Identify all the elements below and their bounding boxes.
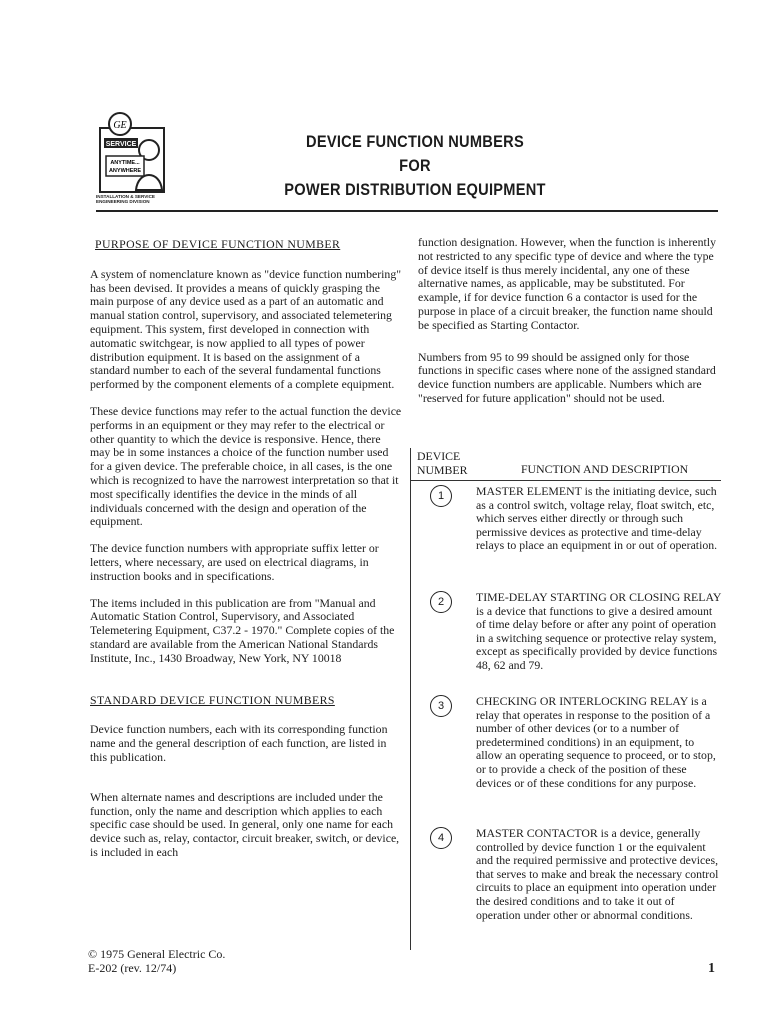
footer — [88, 947, 225, 975]
device-description: TIME-DELAY STARTING OR CLOSING RELAY is a device that functions to give a desired amount of time delay before or after any point of operation in a switching sequence or protective relay system, except as specifically provided by device functions 48, 62 and 79. — [476, 590, 721, 672]
paragraph: When alternate names and descriptions are included under the function, only the name and description which applies to each specific case should be used. In general, only one name for each device such as, relay, contactor, circuit breaker, switch, or device, is included in each — [90, 789, 400, 859]
left-column — [90, 238, 402, 873]
paragraph: A system of nomenclature known as "device function numbering" has been devised. It provides a means of quickly grasping the main purpose of any device used as a part of an automatic and manual station control, supervisory, and associated telemetering equipment. This system, first developed in connection with automatic switchgear, is now applied to all types of power distribution equipment. It is based on the assignment of a standard number to each of the several fundamental functions performed by the component elements of a complete equipment. — [90, 266, 402, 392]
device-number-circle: 4 — [430, 827, 452, 849]
table-divider — [410, 480, 411, 950]
right-column — [418, 236, 718, 419]
copyright-notice: © 1975 General Electric Co. — [88, 947, 226, 961]
device-description: MASTER ELEMENT is the initiating device, such as a control switch, voltage relay, float switch, etc, which serves either directly or through such permissive devices as protective and time-delay relays to place an equipment in or out of operation. — [476, 484, 718, 553]
paragraph: The device function numbers with appropriate suffix letter or letters, where necessary, are used on electrical diagrams, in instruction books and in specifications. — [90, 541, 379, 583]
svg-text:GE: GE — [113, 120, 127, 131]
section-heading-standard: STANDARD DEVICE FUNCTION NUMBERS — [90, 692, 335, 707]
paragraph: These device functions may refer to the actual function the device performs in an equipment or they may refer to the electrical or other quantity to which the device is responsive. Hence, there may be in some instances a choice of the function number used for a given device. The preferable choice, in all cases, is the one which is recognized to have the narrowest interpretation so that it most specifically identifies the device in the minds of all individuals concerned with the design and operation of the equipment. — [90, 403, 402, 529]
paragraph: function designation. However, when the function is inherently not restricted to any specific type of device and where the type of device itself is thus merely incidental, any one of these alternative names, as applicable, may be substituted. For example, if for device function 6 a contactor is used for the purpose in place of a circuit breaker, the function name should be specified as Starting Contactor. — [418, 235, 716, 332]
device-number-circle: 1 — [430, 485, 452, 507]
document-title — [256, 130, 574, 202]
ge-service-logo — [96, 110, 176, 210]
paragraph: Numbers from 95 to 99 should be assigned only for those functions in specific cases where none of the assigned standard device function numbers are applicable. Numbers which are "reserved for future application" should not be used. — [418, 349, 716, 405]
device-description: MASTER CONTACTOR is a device, generally controlled by device function 1 or the equivalent and the required permissive and protective devices, that serves to make and break the necessary control circuits to place an equipment into operation under the desired conditions and to take it out of operation under other or abnormal conditions. — [476, 826, 719, 922]
device-number-circle: 2 — [430, 591, 452, 613]
device-entry — [430, 485, 722, 553]
column-header-device-number: DEVICE NUMBER — [417, 449, 468, 477]
device-table-header — [410, 448, 721, 481]
device-entry — [430, 591, 722, 673]
logo-anywhere-text: ANYWHERE — [108, 168, 142, 174]
device-entry — [430, 695, 722, 790]
logo-service-text: SERVICE — [105, 141, 137, 148]
page-number: 1 — [708, 961, 715, 976]
paragraph: Device function numbers, each with its corresponding function name and the general description of each function, are listed in this publication. — [90, 722, 388, 764]
title-line-3: POWER DISTRIBUTION EQUIPMENT — [284, 180, 546, 199]
paragraph: The items included in this publication are from "Manual and Automatic Station Control, Supervisory, and Associated Telemetering Equipment, C37.2 - 1970." Complete copies of the standard are available from the American National Standards Institute, Inc., 1430 Broadway, New York, NY 10018 — [90, 595, 395, 665]
device-number-circle: 3 — [430, 695, 452, 717]
title-line-1: DEVICE FUNCTION NUMBERS — [306, 132, 524, 151]
title-line-2: FOR — [399, 156, 431, 175]
logo-division-text: INSTALLATION & SERVICE ENGINEERING DIVISION — [96, 194, 155, 205]
section-heading-purpose: PURPOSE OF DEVICE FUNCTION NUMBER — [95, 237, 341, 251]
device-entry — [430, 827, 722, 922]
logo-anytime-text: ANYTIME... — [110, 160, 140, 166]
device-description: CHECKING OR INTERLOCKING RELAY is a relay that operates in response to the position of a number of other devices (or to a number of predetermined conditions) in an equipment, to allow an operating sequence to proceed, or to stop, or to provide a check of the position of these devices or of these conditions for any purpose. — [476, 694, 716, 790]
title-rule — [96, 210, 718, 212]
column-header-function: FUNCTION AND DESCRIPTION — [521, 462, 689, 476]
document-code: E-202 (rev. 12/74) — [88, 961, 177, 975]
